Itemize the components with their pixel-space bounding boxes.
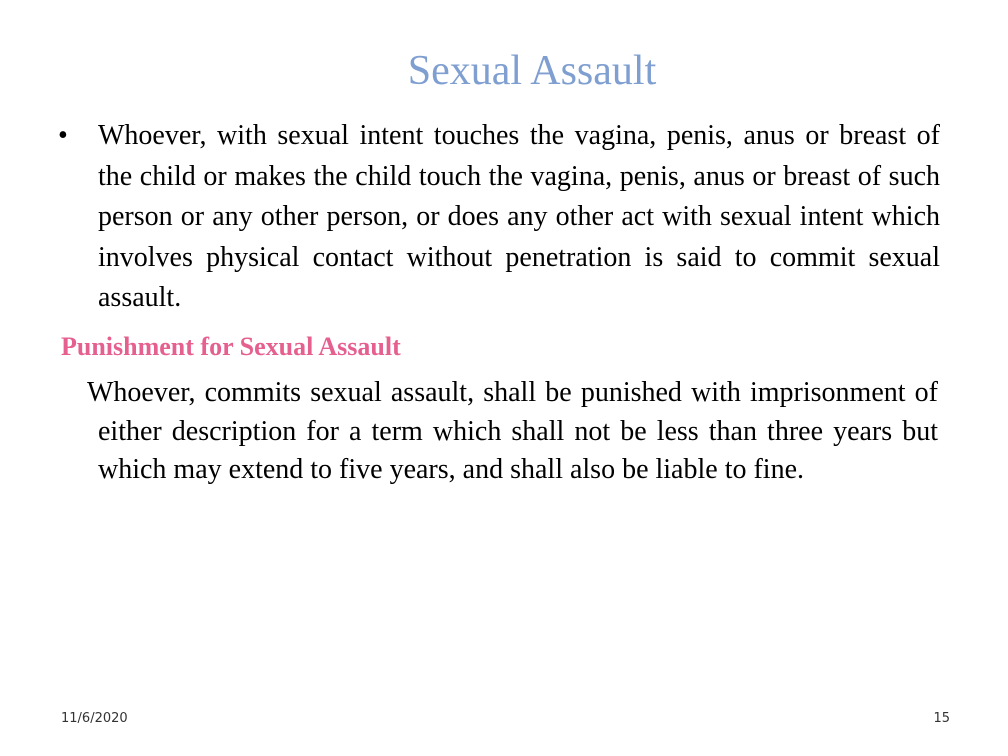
bullet-icon: • xyxy=(58,120,68,151)
page-number: 15 xyxy=(933,711,950,726)
punishment-heading: Punishment for Sexual Assault xyxy=(61,332,401,361)
definition-bullet xyxy=(58,116,940,319)
definition-text: Whoever, with sexual intent touches the vagina, penis, anus or breast of the child or makes the child touch the vagina, penis, anus or breast of such person or any other person, or does any other act with sexual intent which involves physical contact without penetration is said to commit sexual assault. xyxy=(98,120,940,313)
slide-title: Sexual Assault xyxy=(407,48,657,94)
footer-date: 11/6/2020 xyxy=(61,711,128,726)
punishment-text: Whoever, commits sexual assault, shall be punished with imprisonment of either description for a term which shall not be less than three years but which may extend to five years, and shall also be liable to fine. xyxy=(87,377,938,485)
